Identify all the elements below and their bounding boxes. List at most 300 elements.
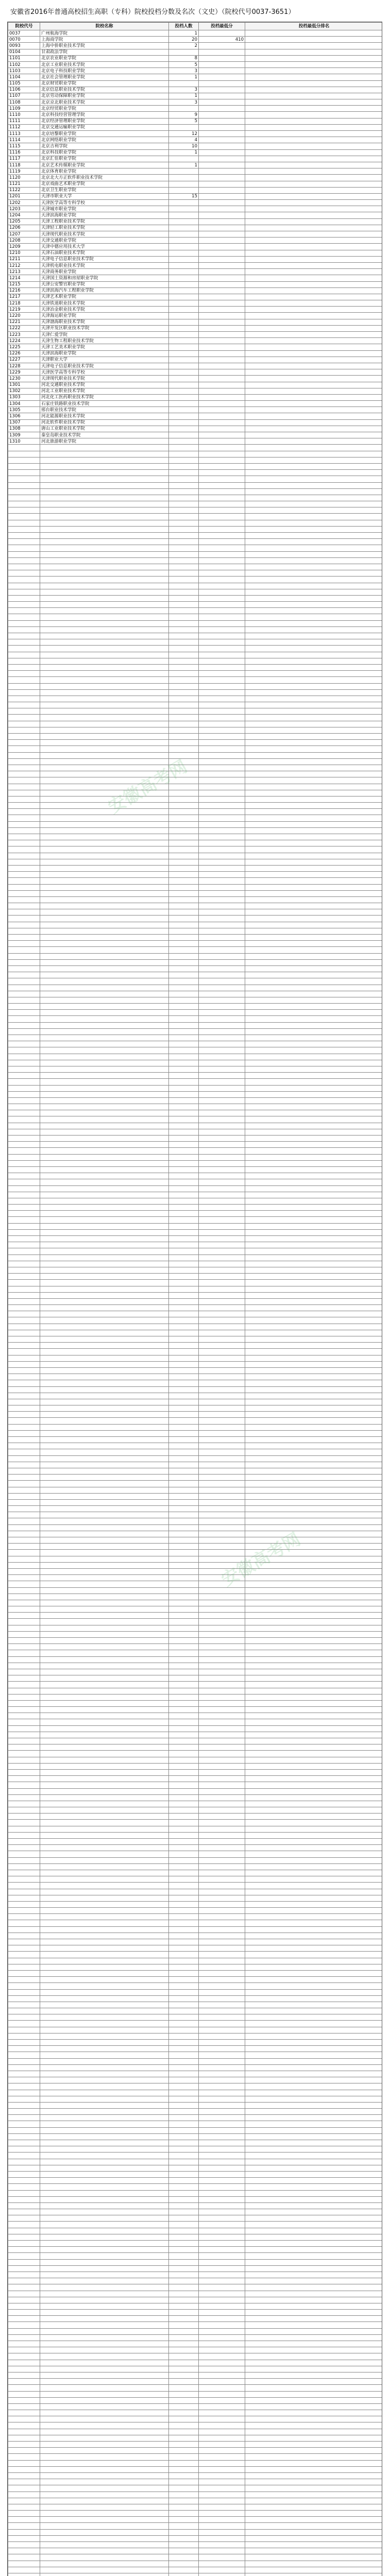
empty-cell [40, 1631, 169, 1637]
table-row [8, 68, 383, 74]
empty-cell [8, 1970, 40, 1976]
empty-cell [169, 1801, 199, 1807]
empty-cell [199, 677, 245, 683]
table-row [8, 1926, 383, 1933]
empty-cell [40, 2209, 169, 2215]
empty-cell [199, 2146, 245, 2153]
empty-cell [199, 1455, 245, 1462]
empty-cell [40, 1085, 169, 1091]
empty-cell [40, 1995, 169, 2002]
table-row [8, 1744, 383, 1751]
table-row [8, 55, 383, 61]
empty-cell [245, 2002, 383, 2008]
empty-cell [169, 1524, 199, 1531]
empty-cell [199, 1820, 245, 1826]
cell-count [169, 394, 199, 400]
empty-cell [40, 1330, 169, 1336]
empty-cell [199, 2479, 245, 2485]
empty-cell [8, 1663, 40, 1669]
header-count: 投档人数 [169, 23, 199, 30]
empty-cell [245, 470, 383, 476]
cell-min-rank [245, 382, 383, 388]
empty-cell [199, 2265, 245, 2272]
empty-cell [40, 1977, 169, 1983]
empty-cell [8, 2272, 40, 2278]
cell-min-score [199, 413, 245, 419]
cell-min-score [199, 325, 245, 331]
empty-cell [245, 501, 383, 507]
empty-cell [245, 2083, 383, 2090]
table-row [8, 1757, 383, 1763]
cell-min-rank [245, 225, 383, 231]
empty-cell [169, 495, 199, 501]
empty-cell [199, 2379, 245, 2385]
empty-cell [199, 752, 245, 758]
empty-cell [169, 2033, 199, 2039]
empty-cell [40, 1393, 169, 1399]
table-row [8, 325, 383, 331]
empty-cell [245, 2322, 383, 2328]
empty-cell [8, 740, 40, 746]
empty-cell [169, 965, 199, 972]
empty-cell [245, 796, 383, 802]
empty-cell [169, 2360, 199, 2366]
cell-name: 北京经济管理职业学院 [40, 118, 169, 124]
table-row [8, 1895, 383, 1901]
empty-cell [169, 796, 199, 802]
empty-cell [199, 1725, 245, 1732]
empty-cell [8, 507, 40, 514]
table-row [8, 1148, 383, 1154]
cell-min-score [199, 137, 245, 143]
empty-cell [169, 1713, 199, 1719]
empty-cell [40, 1405, 169, 1412]
empty-cell [40, 1424, 169, 1430]
empty-cell [8, 702, 40, 708]
empty-cell [169, 1995, 199, 2002]
empty-cell [169, 626, 199, 633]
cell-min-score [199, 275, 245, 281]
cell-name: 河北能源职业技术学院 [40, 413, 169, 419]
empty-cell [40, 1656, 169, 1663]
cell-name: 天津滨海汽车工程职业学院 [40, 287, 169, 294]
empty-cell [40, 978, 169, 985]
table-row [8, 2046, 383, 2052]
empty-cell [245, 2498, 383, 2504]
empty-cell [8, 514, 40, 520]
empty-cell [8, 2485, 40, 2492]
table-row [8, 941, 383, 947]
empty-cell [40, 1179, 169, 1185]
cell-count [169, 401, 199, 407]
cell-min-score [199, 426, 245, 432]
empty-cell [169, 1606, 199, 1613]
empty-cell [245, 1054, 383, 1060]
table-row [8, 1631, 383, 1637]
empty-cell [199, 916, 245, 922]
empty-cell [40, 721, 169, 727]
empty-cell [245, 2504, 383, 2510]
table-row [8, 281, 383, 287]
table-row [8, 1205, 383, 1211]
empty-cell [245, 1217, 383, 1223]
empty-cell [199, 702, 245, 708]
empty-cell [8, 1644, 40, 1650]
cell-count [169, 369, 199, 376]
empty-cell [199, 1512, 245, 1518]
empty-cell [199, 2121, 245, 2127]
empty-cell [40, 909, 169, 916]
cell-min-score [199, 55, 245, 61]
empty-cell [8, 545, 40, 551]
empty-cell [199, 2202, 245, 2209]
empty-cell [245, 1110, 383, 1116]
empty-cell [245, 1638, 383, 1644]
cell-name: 北京电子科技职业学院 [40, 68, 169, 74]
cell-name: 北京网络职业学院 [40, 137, 169, 143]
empty-cell [8, 746, 40, 752]
empty-cell [8, 652, 40, 658]
table-row [8, 1694, 383, 1700]
empty-cell [40, 2171, 169, 2177]
empty-cell [8, 2109, 40, 2115]
empty-cell [40, 2472, 169, 2479]
empty-cell [8, 2498, 40, 2504]
empty-cell [40, 1863, 169, 1870]
admission-table-container [7, 22, 382, 2576]
empty-cell [245, 2090, 383, 2096]
table-row [8, 1374, 383, 1380]
empty-cell [8, 721, 40, 727]
empty-cell [8, 941, 40, 947]
empty-cell [199, 2341, 245, 2347]
table-row [8, 2360, 383, 2366]
cell-name: 上海商学院 [40, 37, 169, 43]
empty-cell [245, 758, 383, 765]
empty-cell [169, 1719, 199, 1725]
cell-min-rank [245, 338, 383, 344]
empty-cell [40, 2253, 169, 2259]
empty-cell [199, 1782, 245, 1788]
empty-cell [8, 1073, 40, 1079]
empty-cell [199, 2316, 245, 2322]
table-row [8, 1468, 383, 1474]
empty-cell [40, 1970, 169, 1976]
empty-cell [40, 1851, 169, 1857]
empty-cell [8, 978, 40, 985]
empty-cell [169, 683, 199, 689]
empty-cell [169, 2504, 199, 2510]
empty-cell [40, 1223, 169, 1229]
empty-cell [169, 677, 199, 683]
empty-cell [8, 1229, 40, 1235]
table-row [8, 37, 383, 43]
empty-cell [40, 2196, 169, 2202]
empty-cell [199, 1983, 245, 1989]
empty-cell [8, 2178, 40, 2184]
empty-cell [169, 2209, 199, 2215]
empty-cell [169, 2096, 199, 2102]
empty-cell [40, 771, 169, 777]
empty-cell [8, 614, 40, 620]
empty-cell [169, 2291, 199, 2297]
empty-cell [169, 639, 199, 646]
empty-cell [40, 1116, 169, 1123]
empty-cell [40, 557, 169, 564]
empty-cell [40, 1399, 169, 1405]
empty-cell [169, 1035, 199, 1041]
empty-cell [40, 470, 169, 476]
table-row [8, 935, 383, 941]
empty-cell [245, 1475, 383, 1481]
empty-cell [40, 2529, 169, 2535]
table-row [8, 1487, 383, 1493]
table-row [8, 740, 383, 746]
empty-cell [199, 1700, 245, 1706]
table-row [8, 583, 383, 589]
empty-cell [245, 1782, 383, 1788]
empty-cell [199, 1104, 245, 1110]
empty-cell [8, 2460, 40, 2466]
table-row [8, 49, 383, 55]
empty-cell [8, 1832, 40, 1838]
empty-cell [199, 2140, 245, 2146]
empty-cell [40, 476, 169, 482]
table-row [8, 1010, 383, 1016]
empty-cell [199, 1380, 245, 1386]
cell-min-rank [245, 394, 383, 400]
empty-cell [245, 614, 383, 620]
table-row [8, 1223, 383, 1229]
empty-cell [199, 2241, 245, 2247]
empty-cell [169, 2077, 199, 2083]
empty-cell [199, 1776, 245, 1782]
table-row [8, 633, 383, 639]
empty-cell [8, 1594, 40, 1600]
empty-cell [199, 1073, 245, 1079]
empty-cell [40, 2090, 169, 2096]
table-row [8, 2096, 383, 2102]
empty-cell [169, 1638, 199, 1644]
empty-cell [8, 557, 40, 564]
empty-cell [245, 985, 383, 991]
empty-cell [245, 1945, 383, 1952]
empty-cell [40, 1964, 169, 1970]
empty-cell [169, 1437, 199, 1443]
empty-cell [199, 2033, 245, 2039]
empty-cell [199, 1248, 245, 1255]
table-row [8, 2561, 383, 2567]
empty-cell [245, 765, 383, 771]
table-row [8, 2485, 383, 2492]
empty-cell [169, 1073, 199, 1079]
table-row [8, 501, 383, 507]
empty-cell [40, 463, 169, 469]
table-row [8, 1116, 383, 1123]
table-row [8, 1104, 383, 1110]
empty-cell [199, 1562, 245, 1568]
table-row [8, 275, 383, 281]
empty-cell [8, 765, 40, 771]
empty-cell [40, 1236, 169, 1242]
empty-cell [8, 2297, 40, 2303]
empty-cell [40, 1499, 169, 1505]
empty-cell [169, 2071, 199, 2077]
empty-cell [8, 1380, 40, 1386]
empty-cell [169, 1807, 199, 1814]
empty-cell [245, 1562, 383, 1568]
empty-cell [8, 1700, 40, 1706]
table-row [8, 614, 383, 620]
table-row [8, 2184, 383, 2190]
table-row [8, 1794, 383, 1801]
cell-name: 北京信息职业技术学院 [40, 87, 169, 93]
cell-name: 天津滨海职业学院 [40, 350, 169, 357]
empty-cell [40, 1744, 169, 1751]
empty-cell [169, 1820, 199, 1826]
table-row [8, 2316, 383, 2322]
empty-cell [40, 827, 169, 834]
cell-name: 天津市职业大学 [40, 193, 169, 199]
empty-cell [199, 2410, 245, 2416]
empty-cell [40, 482, 169, 488]
empty-cell [8, 2379, 40, 2385]
empty-cell [40, 916, 169, 922]
empty-cell [169, 1556, 199, 1562]
empty-cell [8, 1782, 40, 1788]
cell-min-rank [245, 112, 383, 118]
empty-cell [169, 803, 199, 809]
table-row [8, 557, 383, 564]
header-code: 院校代号 [8, 23, 40, 30]
empty-cell [245, 1625, 383, 1631]
empty-cell [199, 758, 245, 765]
table-row [8, 1839, 383, 1845]
empty-cell [40, 1531, 169, 1537]
cell-code: 1209 [8, 244, 40, 250]
table-row [8, 1506, 383, 1512]
table-row [8, 1763, 383, 1769]
cell-code: 1218 [8, 300, 40, 307]
empty-cell [169, 1418, 199, 1424]
empty-cell [8, 1367, 40, 1374]
empty-cell [40, 551, 169, 557]
empty-cell [199, 1154, 245, 1160]
empty-cell [169, 840, 199, 846]
empty-cell [199, 1757, 245, 1763]
empty-cell [169, 1876, 199, 1883]
empty-cell [169, 570, 199, 577]
empty-cell [40, 1587, 169, 1594]
empty-cell [199, 2014, 245, 2021]
empty-cell [8, 539, 40, 545]
empty-cell [169, 2202, 199, 2209]
cell-code: 1204 [8, 212, 40, 218]
cell-count [169, 319, 199, 325]
empty-cell [245, 1732, 383, 1738]
empty-cell [40, 752, 169, 758]
empty-cell [40, 602, 169, 608]
empty-cell [245, 677, 383, 683]
cell-min-score [199, 419, 245, 426]
empty-cell [40, 2052, 169, 2058]
table-row [8, 168, 383, 175]
cell-min-rank [245, 319, 383, 325]
cell-name: 广州航海学院 [40, 30, 169, 37]
empty-cell [8, 2385, 40, 2391]
empty-cell [245, 1085, 383, 1091]
table-row [8, 1481, 383, 1487]
empty-cell [40, 1430, 169, 1436]
empty-cell [169, 2046, 199, 2052]
empty-cell [245, 1751, 383, 1757]
empty-cell [8, 727, 40, 733]
cell-name: 天津公安警官职业学院 [40, 281, 169, 287]
empty-cell [199, 922, 245, 928]
empty-cell [40, 2347, 169, 2353]
table-row [8, 2064, 383, 2071]
empty-cell [8, 2492, 40, 2498]
empty-cell [199, 2403, 245, 2410]
empty-cell [245, 539, 383, 545]
empty-cell [169, 1920, 199, 1926]
empty-cell [8, 1719, 40, 1725]
table-row [8, 1537, 383, 1544]
empty-cell [8, 526, 40, 532]
cell-min-rank [245, 200, 383, 206]
empty-cell [8, 1801, 40, 1807]
empty-cell [199, 1229, 245, 1235]
empty-cell [169, 2442, 199, 2448]
empty-cell [169, 1091, 199, 1097]
empty-cell [169, 463, 199, 469]
empty-cell [169, 2058, 199, 2064]
table-row [8, 1606, 383, 1613]
cell-name: 北京劳动保障职业学院 [40, 93, 169, 99]
table-row [8, 30, 383, 37]
table-row [8, 2090, 383, 2096]
empty-cell [169, 2102, 199, 2108]
table-row [8, 1317, 383, 1324]
empty-cell [245, 1028, 383, 1035]
table-row [8, 1060, 383, 1066]
empty-cell [8, 928, 40, 934]
empty-cell [40, 2014, 169, 2021]
empty-cell [245, 1437, 383, 1443]
empty-cell [169, 1142, 199, 1148]
empty-cell [245, 2215, 383, 2222]
empty-cell [245, 2554, 383, 2561]
empty-cell [199, 1606, 245, 1613]
empty-cell [40, 1550, 169, 1556]
cell-count [169, 231, 199, 238]
empty-cell [169, 1763, 199, 1769]
empty-cell [8, 570, 40, 577]
cell-count [169, 181, 199, 187]
empty-cell [169, 1405, 199, 1412]
empty-cell [245, 526, 383, 532]
empty-cell [245, 1336, 383, 1343]
empty-cell [8, 551, 40, 557]
empty-cell [8, 1487, 40, 1493]
empty-cell [245, 2316, 383, 2322]
empty-cell [245, 2291, 383, 2297]
empty-cell [169, 1587, 199, 1594]
empty-cell [199, 1945, 245, 1952]
empty-cell [245, 922, 383, 928]
empty-cell [199, 1895, 245, 1901]
cell-min-rank [245, 212, 383, 218]
